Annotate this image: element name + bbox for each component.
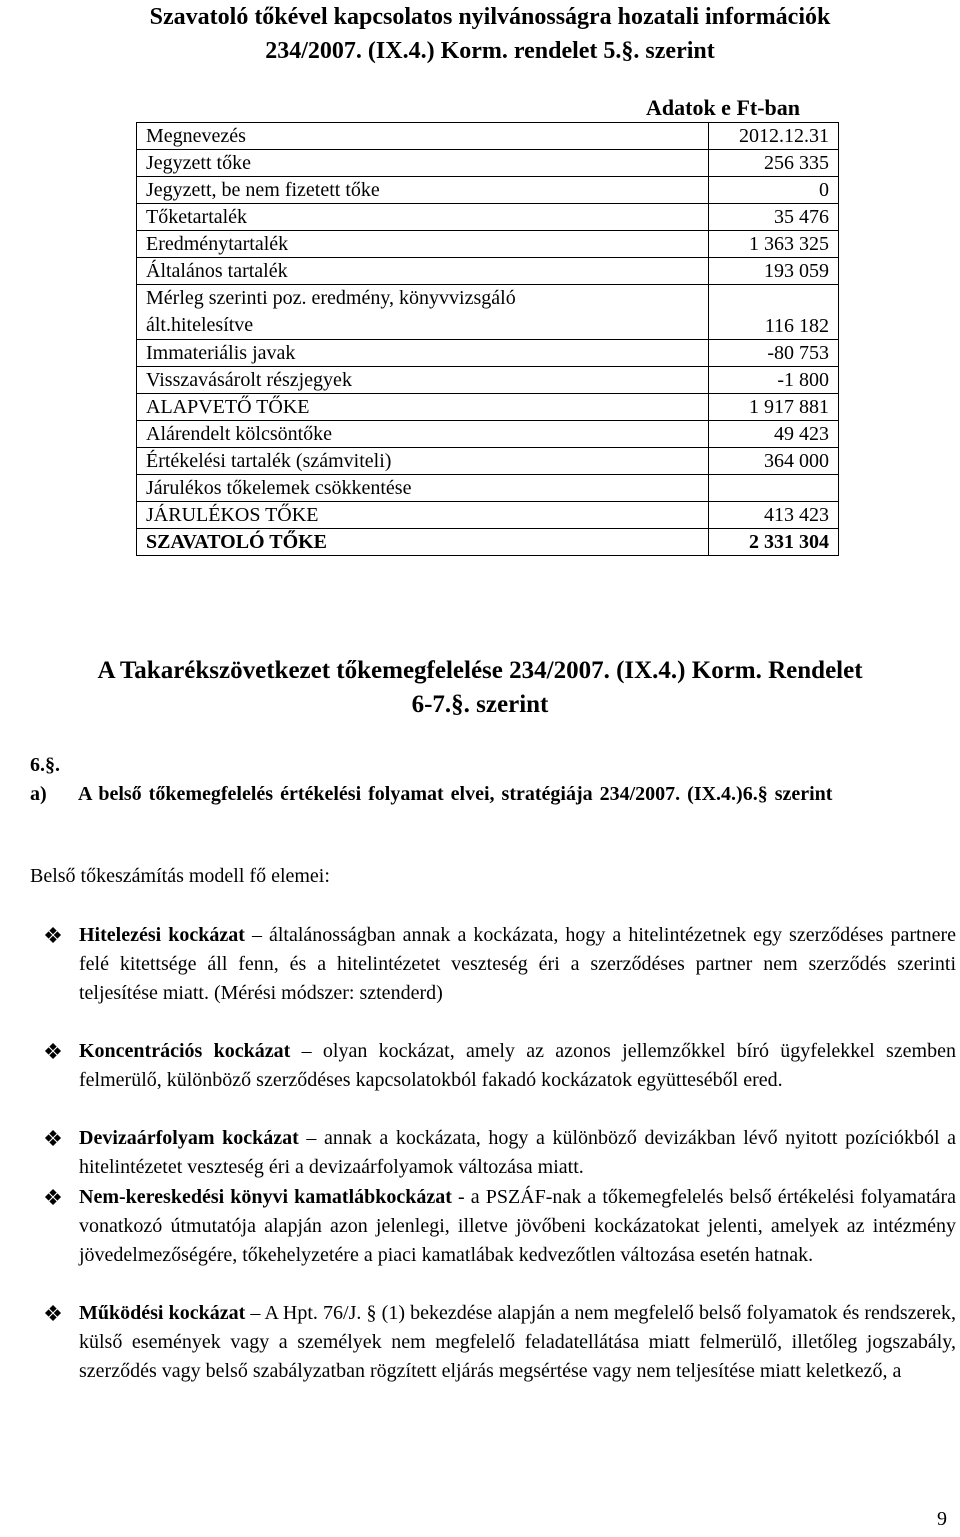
row-value: 256 335 bbox=[709, 150, 839, 177]
table-row bbox=[137, 231, 839, 258]
table-row bbox=[137, 285, 839, 340]
row-label: Eredménytartalék bbox=[137, 231, 709, 258]
section-number: 6.§. bbox=[30, 754, 60, 776]
row-label: Általános tartalék bbox=[137, 258, 709, 285]
diamond-flower-icon: ❖ bbox=[43, 1301, 63, 1326]
list-item bbox=[79, 921, 956, 1008]
list-item-text: – olyan kockázat, amely az azonos jellemzőkkel bíró ügyfelekkel szemben felmerülő, különböző szerződéses kapcsolatokból fakadó kockázatok együtteséből ered. bbox=[79, 1040, 956, 1092]
table-row bbox=[137, 475, 839, 502]
row-value: 364 000 bbox=[709, 448, 839, 475]
table-row bbox=[137, 150, 839, 177]
row-label: JÁRULÉKOS TŐKE bbox=[137, 502, 709, 529]
row-label: Visszavásárolt részjegyek bbox=[137, 367, 709, 394]
table-row bbox=[137, 421, 839, 448]
diamond-flower-icon: ❖ bbox=[43, 1039, 63, 1064]
unit-note: Adatok e Ft-ban bbox=[646, 95, 801, 120]
diamond-flower-icon: ❖ bbox=[43, 923, 63, 948]
row-label: SZAVATOLÓ TŐKE bbox=[137, 529, 709, 556]
list-item-term: Nem-kereskedési könyvi kamatlábkockázat bbox=[79, 1186, 452, 1208]
list-item-text: – A Hpt. 76/J. § (1) bekezdése alapján a nem megfelelő belső folyamatok és rendszerek, külső események vagy a személyek nem megfelelő feladatellátása miatt felmerülő, illetőleg jogszabály, szerződés vagy belső szabályzatban rögzített eljárás megsértése vagy nem teljesítése miatt keletkező, a bbox=[79, 1302, 956, 1383]
list-item-term: Koncentrációs kockázat bbox=[79, 1040, 291, 1062]
table-total-row bbox=[137, 529, 839, 556]
table-row bbox=[137, 394, 839, 421]
row-label: Alárendelt kölcsöntőke bbox=[137, 421, 709, 448]
row-value: 193 059 bbox=[709, 258, 839, 285]
row-label-line2: ált.hitelesítve bbox=[146, 314, 254, 336]
row-label: Értékelési tartalék (számviteli) bbox=[137, 448, 709, 475]
page-number: 9 bbox=[937, 1508, 947, 1530]
list-item-text: – általánosságban annak a kockázata, hogy a hitelintézetnek egy szerződéses partnere felé kitettsége áll fenn, és a hitelintézetet veszteség éri a szerződéses partner nem szerződés szerinti teljesítése miatt. (Mérési módszer: sztenderd) bbox=[79, 924, 956, 1005]
document-title-line1: Szavatoló tőkével kapcsolatos nyilvánosságra hozatali információk bbox=[149, 4, 831, 30]
row-value: 116 182 bbox=[709, 285, 839, 340]
subsection-title: A belső tőkemegfelelés értékelési folyamat elvei, stratégiája 234/2007. (IX.4.)6.§ szerint bbox=[78, 783, 833, 805]
row-value: 1 917 881 bbox=[709, 394, 839, 421]
subsection-label: a) bbox=[30, 783, 47, 805]
model-intro: Belső tőkeszámítás modell fő elemei: bbox=[30, 865, 330, 887]
row-label: Immateriális javak bbox=[137, 340, 709, 367]
row-value: -1 800 bbox=[709, 367, 839, 394]
table-row bbox=[137, 448, 839, 475]
row-label: Tőketartalék bbox=[137, 204, 709, 231]
diamond-flower-icon: ❖ bbox=[43, 1126, 63, 1151]
row-label bbox=[137, 285, 709, 340]
table-row bbox=[137, 177, 839, 204]
list-item bbox=[79, 1124, 956, 1182]
document-title-line2: 234/2007. (IX.4.) Korm. rendelet 5.§. szerint bbox=[265, 38, 715, 64]
row-label: Jegyzett, be nem fizetett tőke bbox=[137, 177, 709, 204]
diamond-flower-icon: ❖ bbox=[43, 1185, 63, 1210]
row-value: 49 423 bbox=[709, 421, 839, 448]
row-value: 413 423 bbox=[709, 502, 839, 529]
row-label: Járulékos tőkelemek csökkentése bbox=[137, 475, 709, 502]
section-title bbox=[0, 654, 960, 722]
list-item-text: - a PSZÁF-nak a tőkemegfelelés belső értékelési folyamatára vonatkozó útmutatója alapján azon jelenlegi, illetve jövőbeni kockázatokat jelenti, amelyek az intézmény jövedelmezőségére, tőkehelyzetére a piaci kamatlábak kedvezőtlen változása esetén hatnak. bbox=[79, 1186, 956, 1267]
list-item bbox=[79, 1183, 956, 1270]
table-header-row bbox=[137, 123, 839, 150]
list-item-term: Hitelezési kockázat bbox=[79, 924, 245, 946]
table-row bbox=[137, 367, 839, 394]
row-label-line1: Mérleg szerinti poz. eredmény, könyvvizsgáló bbox=[146, 287, 516, 309]
table-row bbox=[137, 258, 839, 285]
table-row bbox=[137, 340, 839, 367]
row-value bbox=[709, 475, 839, 502]
list-item bbox=[79, 1299, 956, 1386]
table-row bbox=[137, 204, 839, 231]
list-item bbox=[79, 1037, 956, 1095]
row-label: Jegyzett tőke bbox=[137, 150, 709, 177]
list-item-text: – annak a kockázata, hogy a különböző devizákban lévő nyitott pozíciókból a hitelintézetet veszteség éri a devizaárfolyamok változása miatt. bbox=[79, 1127, 956, 1179]
row-value: 0 bbox=[709, 177, 839, 204]
capital-table bbox=[136, 122, 839, 556]
row-value: -80 753 bbox=[709, 340, 839, 367]
row-value: 35 476 bbox=[709, 204, 839, 231]
table-header-name: Megnevezés bbox=[137, 123, 709, 150]
list-item-term: Működési kockázat bbox=[79, 1302, 246, 1324]
row-value: 1 363 325 bbox=[709, 231, 839, 258]
list-item-term: Devizaárfolyam kockázat bbox=[79, 1127, 299, 1149]
section-title-line1: A Takarékszövetkezet tőkemegfelelése 234/2007. (IX.4.) Korm. Rendelet bbox=[97, 657, 863, 684]
row-value: 2 331 304 bbox=[709, 529, 839, 556]
row-label: ALAPVETŐ TŐKE bbox=[137, 394, 709, 421]
table-row bbox=[137, 502, 839, 529]
section-title-line2: 6-7.§. szerint bbox=[411, 691, 549, 718]
table-header-date: 2012.12.31 bbox=[709, 123, 839, 150]
document-title bbox=[60, 0, 920, 68]
